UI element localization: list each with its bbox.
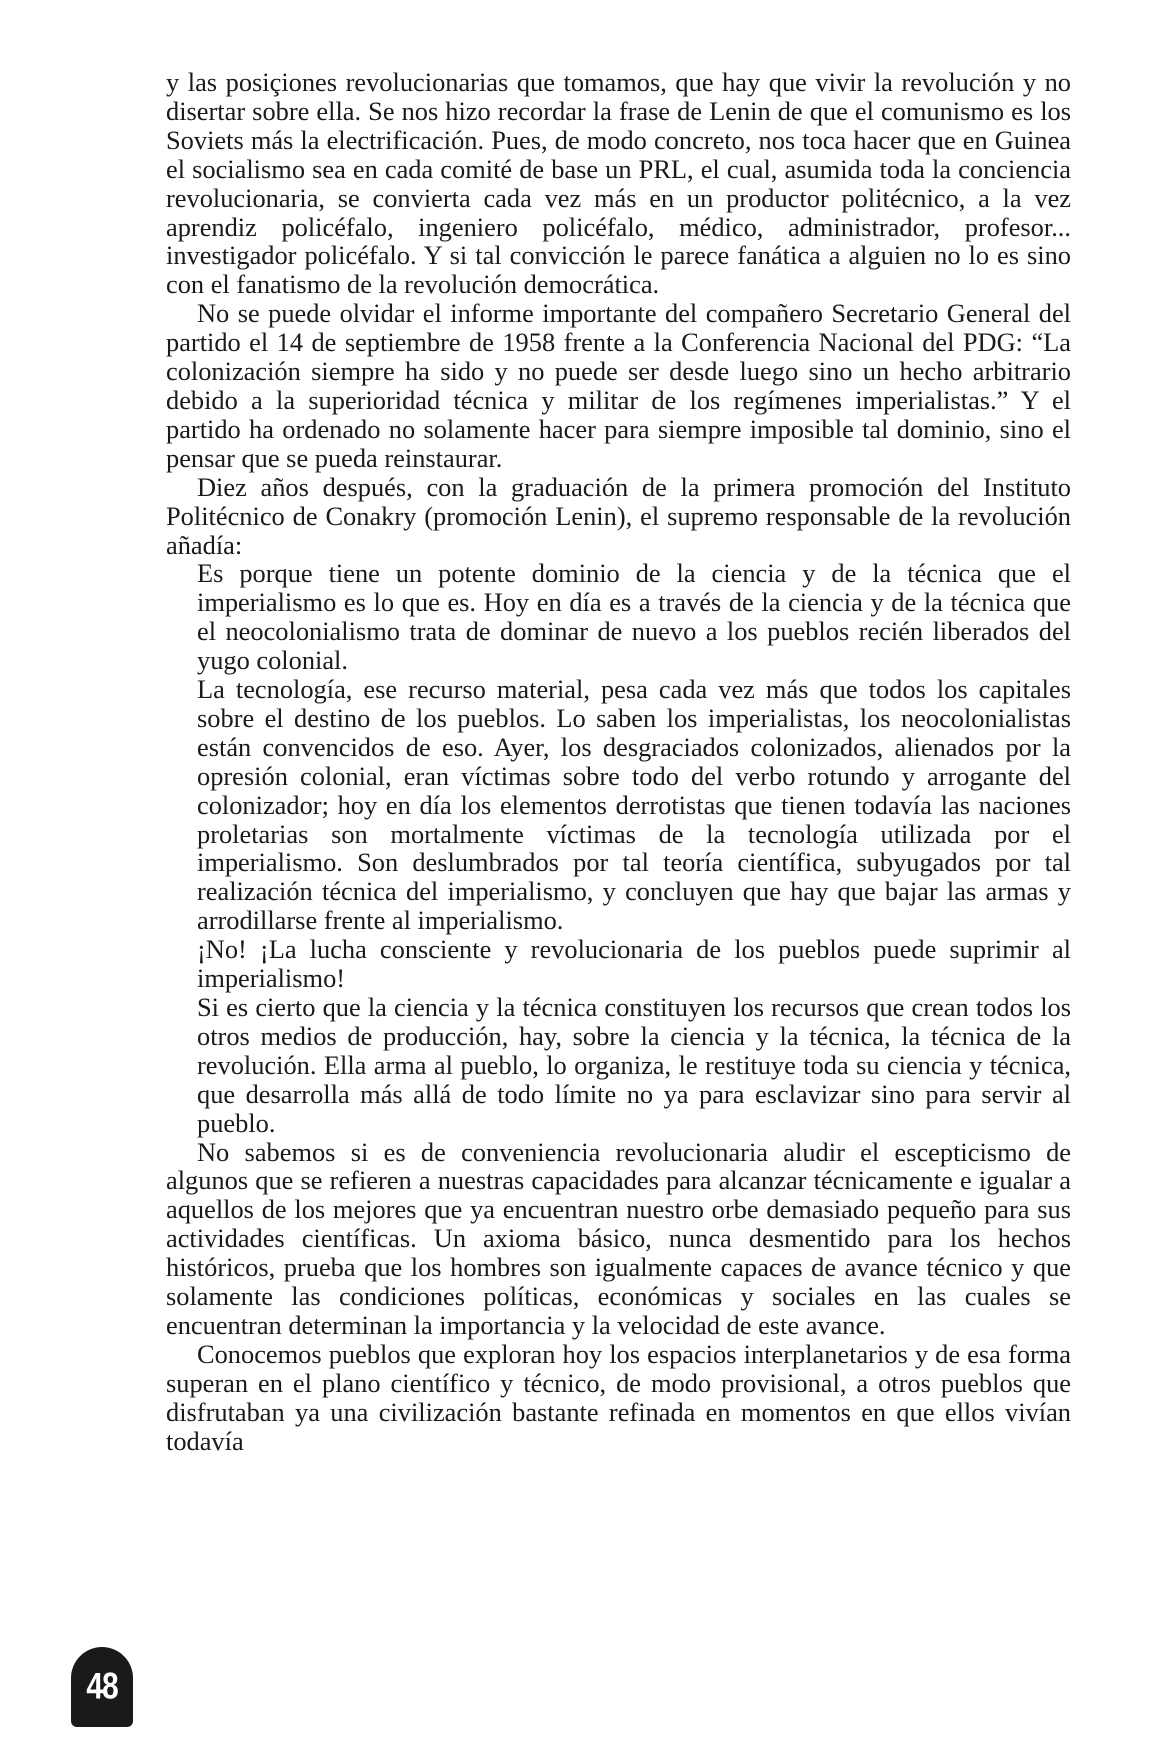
paragraph-3: Diez años después, con la graduación de la primera promoción del Instituto Politécnico de Conakry (promoción Lenin), el supremo responsable de la revolución añadía: xyxy=(166,471,1071,560)
paragraph-5: Conocemos pueblos que exploran hoy los espacios interplanetarios y de esa forma superan en el plano científico y técnico, de modo provisional, a otros pueblos que disfrutaban ya una civilización bastante refinada en momentos en que ellos vivían todavía xyxy=(166,1338,1071,1456)
paragraph-1: y las posiçiones revolucionarias que tomamos, que hay que vivir la revolución y no disertar sobre ella. Se nos hizo recordar la frase de Lenin de que el comunismo es los Soviets más la electrificación. Pues, de modo concreto, nos toca hacer que en Guinea el socialismo sea en cada comité de base un PRL, el cual, asumida toda la conciencia revolucionaria, se convierta cada vez más en un productor politécnico, a la vez aprendiz policéfalo, ingeniero policéfalo, médico, administrador, profesor... investigador policéfalo. Y si tal convicción le parece fanática a alguien no lo es sino con el fanatismo de la revolución democrática. xyxy=(166,67,1071,300)
paragraph-4: No sabemos si es de conveniencia revolucionaria aludir el escepticismo de algunos que se refieren a nuestras capacidades para alcanzar técnicamente e igualar a aquellos de los mejores que ya encuentran nuestro orbe demasiado pequeño para sus actividades científicas. Un axioma básico, nunca desmentido para los hechos históricos, prueba que los hombres son igualmente capaces de avance técnico y que solamente las condiciones políticas, económicas y sociales en las cuales se encuentran determinan la importancia y la velocidad de este avance. xyxy=(166,1136,1071,1340)
block-quote xyxy=(197,559,1071,1137)
quote-paragraph-2: La tecnología, ese recurso material, pesa cada vez más que todos los capitales sobre el destino de los pueblos. Lo saben los imperialistas, los neocolonialistas están convencidos de eso. Ayer, los desgraciados colonizados, alienados por la opresión colonial, eran víctimas sobre todo del verbo rotundo y arrogante del colonizador; hoy en día los elementos derrotistas que tienen todavía las naciones proletarias son mortalmente víctimas de la tecnología utilizada por el imperialismo. Son deslumbrados por tal teoría científica, subyugados por tal realización técnica del imperialismo, y concluyen que hay que bajar las armas y arrodillarse frente al imperialismo. xyxy=(197,674,1071,936)
quote-paragraph-3: ¡No! ¡La lucha consciente y revolucionaria de los pueblos puede suprimir al imperialismo! xyxy=(197,934,1071,994)
quote-paragraph-4: Si es cierto que la ciencia y la técnica constituyen los recursos que crean todos los otros medios de producción, hay, sobre la ciencia y la técnica, la técnica de la revolución. Ella arma al pueblo, lo organiza, le restituye toda su ciencia y técnica, que desarrolla más allá de todo límite no ya para esclavizar sino para servir al pueblo. xyxy=(197,992,1071,1138)
page-body xyxy=(166,68,1071,1456)
paragraph-2: No se puede olvidar el informe importante del compañero Secretario General del partido el 14 de septiembre de 1958 frente a la Conferencia Nacional del PDG: “La colonización siempre ha sido y no puede ser desde luego sino un hecho arbitrario debido a la superioridad técnica y militar de los regímenes imperialistas.” Y el partido ha ordenado no solamente hacer para siempre imposible tal dominio, sino el pensar que se pueda reinstaurar. xyxy=(166,298,1071,473)
page-number-badge xyxy=(71,1647,133,1727)
quote-paragraph-1: Es porque tiene un potente dominio de la ciencia y de la técnica que el imperialismo es lo que es. Hoy en día es a través de la ciencia y de la técnica que el neocolonialismo trata de dominar de nuevo a los pueblos recién liberados del yugo colonial. xyxy=(197,558,1071,676)
page-number: 48 xyxy=(86,1665,118,1707)
